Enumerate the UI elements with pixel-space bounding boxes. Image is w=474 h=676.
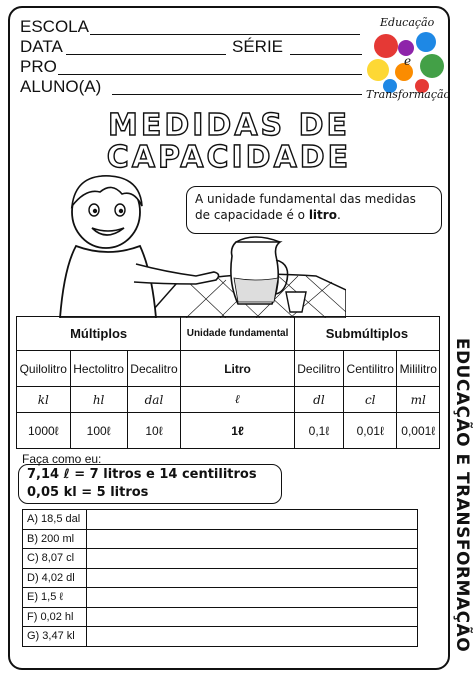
exercise-row xyxy=(23,627,418,647)
answer-field[interactable] xyxy=(87,529,418,549)
escola-label: ESCOLA xyxy=(20,17,89,36)
side-text: EDUCAÇÃO E TRANSFORMAÇÃO xyxy=(452,337,472,653)
data-label: DATA xyxy=(20,37,63,56)
answer-field[interactable] xyxy=(87,549,418,569)
answer-field[interactable] xyxy=(87,568,418,588)
exercise-row xyxy=(23,568,418,588)
unit-name: Centilitro xyxy=(343,351,397,387)
units-table xyxy=(16,316,440,449)
unit-symbol: ml xyxy=(397,387,440,413)
exercise-row xyxy=(23,588,418,608)
pro-line[interactable] xyxy=(58,74,362,75)
speech-bubble xyxy=(186,186,442,234)
serie-label: SÉRIE xyxy=(232,37,284,56)
title-line2: CAPACIDADE xyxy=(106,140,352,175)
data-line[interactable] xyxy=(66,54,226,55)
unit-value: 100ℓ xyxy=(70,413,127,449)
aluno-line[interactable] xyxy=(112,94,362,95)
exercise-label: F) 0,02 hl xyxy=(23,607,87,627)
exercise-label: A) 18,5 dal xyxy=(23,510,87,530)
unit-name: Litro xyxy=(181,351,295,387)
exercise-label: E) 1,5 ℓ xyxy=(23,588,87,608)
unit-name: Decilitro xyxy=(294,351,343,387)
bubble-bold-word: litro xyxy=(308,208,337,222)
example-line2: 0,05 kl = 5 litros xyxy=(27,485,149,500)
unit-name: Decalitro xyxy=(127,351,181,387)
exercise-row xyxy=(23,529,418,549)
answer-field[interactable] xyxy=(87,588,418,608)
unit-value: 0,001ℓ xyxy=(397,413,440,449)
unit-symbol: kl xyxy=(17,387,71,413)
multiples-header: Múltiplos xyxy=(17,317,181,351)
exercise-label: G) 3,47 kl xyxy=(23,627,87,647)
unit-value: 10ℓ xyxy=(127,413,181,449)
submultiples-header: Submúltiplos xyxy=(294,317,439,351)
unit-name: Mililitro xyxy=(397,351,440,387)
logo-top-text: Educação xyxy=(380,16,435,29)
unit-symbol: dal xyxy=(127,387,181,413)
unit-symbol: ℓ xyxy=(181,387,295,413)
pro-label: PRO xyxy=(20,57,57,76)
logo-mid-text: e xyxy=(404,54,412,68)
example-line1: 7,14 ℓ = 7 litros e 14 centilitros xyxy=(27,467,257,482)
example-intro: Faça como eu: xyxy=(22,452,102,466)
exercise-row xyxy=(23,607,418,627)
answer-field[interactable] xyxy=(87,607,418,627)
fundamental-header: Unidade fundamental xyxy=(181,317,295,351)
escola-line[interactable] xyxy=(90,34,360,35)
unit-value: 1000ℓ xyxy=(17,413,71,449)
answer-field[interactable] xyxy=(87,510,418,530)
unit-symbol: dl xyxy=(294,387,343,413)
exercise-row xyxy=(23,549,418,569)
logo-bottom-text: Transformação xyxy=(366,88,451,101)
aluno-label: ALUNO(A) xyxy=(20,77,102,96)
side-banner xyxy=(450,330,474,660)
unit-name: Hectolitro xyxy=(70,351,127,387)
unit-value: 1ℓ xyxy=(181,413,295,449)
exercise-row xyxy=(23,510,418,530)
exercise-label: C) 8,07 cl xyxy=(23,549,87,569)
title-line1: MEDIDAS DE xyxy=(108,108,350,143)
answer-field[interactable] xyxy=(87,627,418,647)
bubble-text-end: . xyxy=(336,208,341,222)
educacao-logo xyxy=(362,6,454,102)
exercise-table xyxy=(22,509,418,647)
unit-symbol: cl xyxy=(343,387,397,413)
bubble-text: A unidade fundamental das medidas de capacidade é o xyxy=(195,192,416,222)
unit-value: 0,01ℓ xyxy=(343,413,397,449)
unit-name: Quilolitro xyxy=(17,351,71,387)
serie-line[interactable] xyxy=(290,54,362,55)
unit-value: 0,1ℓ xyxy=(294,413,343,449)
exercise-label: D) 4,02 dl xyxy=(23,568,87,588)
example-box xyxy=(18,464,282,504)
unit-symbol: hl xyxy=(70,387,127,413)
exercise-label: B) 200 ml xyxy=(23,529,87,549)
